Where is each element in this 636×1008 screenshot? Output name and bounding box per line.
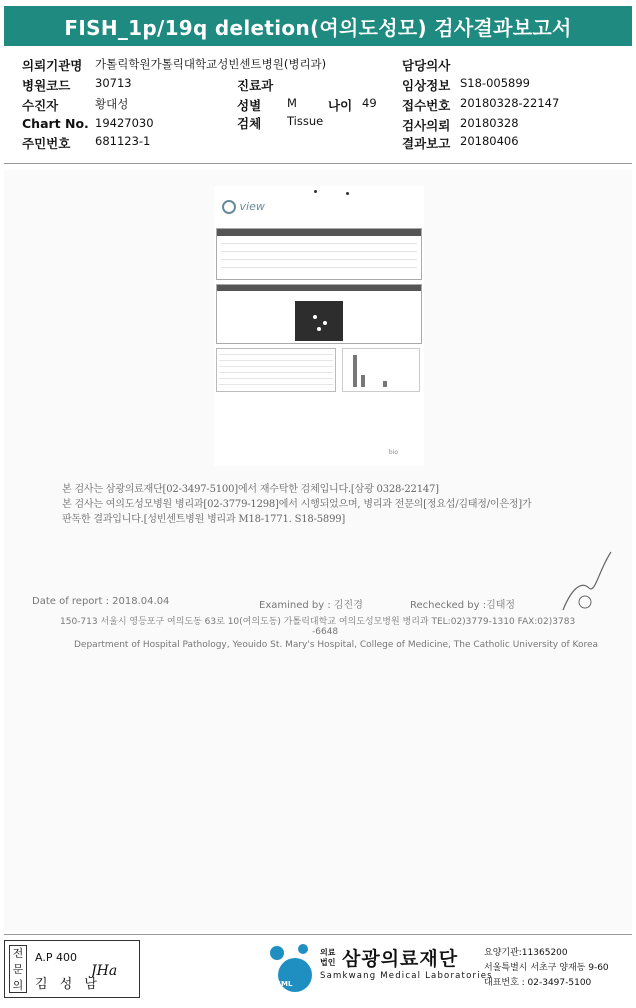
request-date-label: 검사의뢰 [402,118,451,133]
department-english: Department of Hospital Pathology, Yeouido St. Mary's Hospital, College of Medicine, The Catholic University of Korea [74,640,599,650]
brand-english: Samkwang Medical Laboratories [320,971,493,981]
address-line-2: -6648 [312,627,339,637]
patient-label: 수진자 [22,98,59,113]
result-header [217,285,421,291]
fish-signal [317,327,321,331]
patient-info-section [0,52,636,164]
brand-address: 서울특별시 서초구 양재동 9-60 [484,963,609,973]
mini-histogram [342,348,420,392]
comment-line-3: 판독한 결과입니다.[성빈센트병원 병리과 M18-1771. S18-5899] [62,514,346,525]
result-box [216,284,422,344]
fish-report-image [214,186,424,466]
report-date-value: 20180406 [460,134,519,148]
pathologist-name: 김 성 남 [35,977,101,992]
case-row [221,246,417,252]
case-row [221,238,417,244]
comment-line-1: 본 검사는 삼광의료재단[02-3497-5100]에서 재수탁한 검체입니다.[삼광 0328-22147] [62,484,439,495]
resident-no-label: 주민번호 [22,136,71,151]
age-value: 49 [362,96,377,110]
corp-label-2: 법인 [320,958,336,967]
sex-value: M [287,96,297,110]
request-date-value: 20180328 [460,116,519,130]
stats-row [219,356,333,361]
stats-row [219,350,333,355]
case-details-box [216,228,422,280]
ordering-org-label: 의뢰기관명 [22,58,83,73]
bioview-logo [222,200,265,214]
specimen-value: Tissue [287,114,324,128]
logo-circle [298,944,308,954]
rechecked-by: Rechecked by :김태정 [410,600,516,611]
header-divider [4,163,632,164]
bioview-footer-mark: bio [388,449,398,456]
sml-logo-text: SML [276,980,293,988]
pathologist-signature: JHa [91,963,118,979]
clinical-info-label: 임상정보 [402,78,451,93]
patient-value: 황대성 [95,97,129,111]
bioview-brand-text: view [239,200,265,213]
sex-label: 성별 [237,98,262,113]
report-date-label: 결과보고 [402,136,451,151]
case-row [221,254,417,260]
histogram-bar [361,375,365,387]
pathologist-code: A.P 400 [35,951,77,964]
address-line-1: 150-713 서울시 영등포구 여의도동 63로 10(여의도동) 가톨릭대학교 여의도성모병원 병리과 TEL:02)3779-1310 FAX:02)3783 [60,617,576,627]
department-label: 진료과 [237,78,274,93]
fish-signal [313,315,317,319]
sml-logo [268,944,318,996]
specimen-label: 검체 [237,116,262,131]
brand-info [484,946,609,991]
receipt-no-label: 접수번호 [402,98,451,113]
stats-row [219,380,333,385]
speck-dot [346,192,349,195]
care-code: 요양기관:11365200 [484,948,568,958]
case-details-header [217,229,421,236]
fish-cell-image [295,301,343,341]
report-title: FISH_1p/19q deletion(여의도성모) 검사결과보고서 [4,6,632,46]
examined-by: Examined by : 김진경 [259,600,363,611]
receipt-no-value: 20180328-22147 [460,96,560,110]
brand-phone: 대표번호 : 02-3497-5100 [484,978,592,988]
stats-row [219,368,333,373]
histogram-bar [383,381,387,387]
histogram-bar [353,355,357,387]
clinical-info-value: S18-005899 [460,76,530,90]
corp-label [320,948,335,968]
resident-no-value: 681123-1 [95,134,151,148]
specialist-stamp: 전문의 [9,945,27,993]
hospital-code-label: 병원코드 [22,78,71,93]
bioview-circle-icon [222,200,236,214]
ordering-org-value: 가톨릭학원가톨릭대학교성빈센트병원(병리과) [95,57,327,71]
pathologist-box [4,940,140,998]
corp-label-1: 의료 [320,948,336,957]
logo-circle [270,946,284,960]
hospital-code-value: 30713 [95,76,132,90]
speck-dot [314,190,317,193]
stats-row [219,374,333,379]
date-of-report: Date of report : 2018.04.04 [32,596,170,607]
fish-signal [323,321,327,325]
case-row [221,262,417,268]
footer-divider [4,934,632,935]
stats-table [216,348,336,392]
stats-row [219,362,333,367]
signature-mark [559,550,619,620]
brand-name: 삼광의료재단 [342,948,459,970]
physician-label: 담당의사 [402,58,451,73]
comment-line-2: 본 검사는 여의도성모병원 병리과[02-3779-1298]에서 시행되었으며, 병리과 전문의[정요섭/김태정/이은정]가 [62,499,532,510]
chart-no-value: 19427030 [95,116,154,130]
age-label: 나이 [328,98,353,113]
scanned-report [4,170,632,930]
chart-no-label: Chart No. [22,116,89,131]
